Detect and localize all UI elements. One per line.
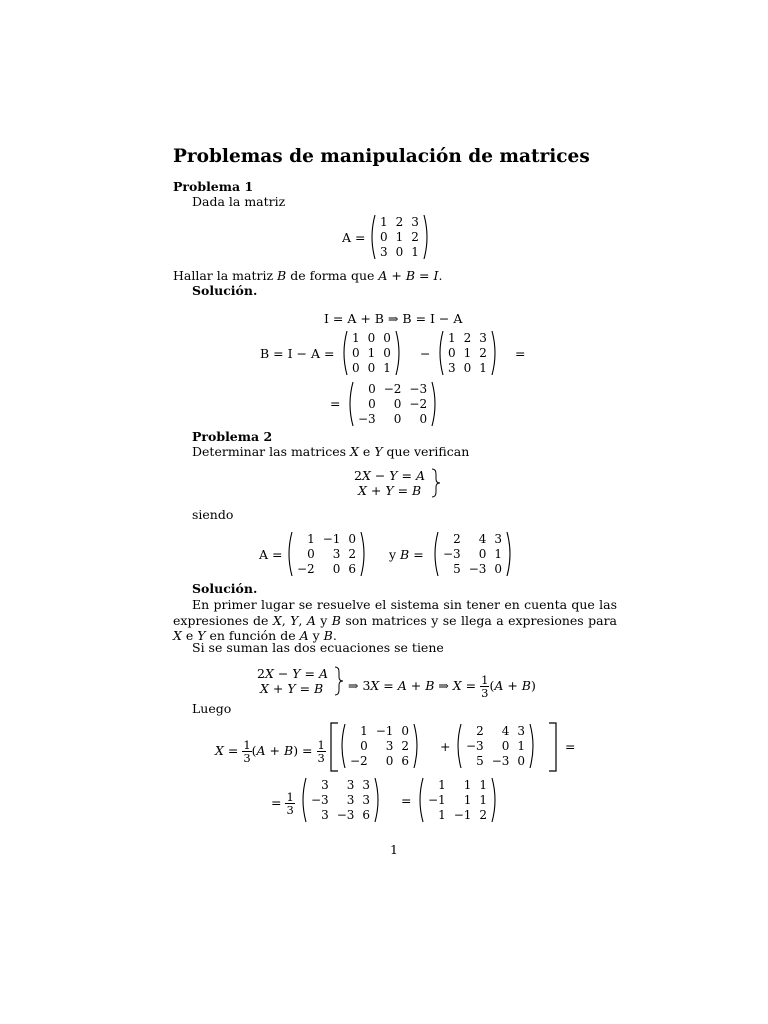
system2-eq-2: X + Y = B [260,681,324,696]
right-paren-icon [423,214,431,260]
matrix-cell: 1 [448,330,456,345]
matrix-cell: 0 [368,396,376,411]
right-bracket-icon [547,722,559,772]
matrix-cell: 0 [478,546,487,561]
matrix-cell: 0 [448,345,456,360]
matrix-cell: 3 [362,777,371,792]
matrix-row [376,245,423,260]
right-paren-icon [529,723,537,769]
page-title: Problemas de manipulación de matrices [173,146,590,167]
problem-1-solution-label: Solución. [192,283,258,298]
matrix-B3 [454,723,537,769]
fraction-one-third: $\frac{1}{3}$ [481,673,489,700]
problem-2-intro: Determinar las matrices X e Y que verifican [192,444,470,459]
matrix-cell: 0 [367,360,376,375]
matrix-cell: −2 [350,753,368,768]
matrix-row [439,547,506,562]
matrix-cell: 1 [463,792,472,807]
equation-b-label: B = I − A = [260,346,335,361]
right-paren-icon [431,381,439,427]
matrix-cell: 3 [494,531,503,546]
problem-2-heading: Problema 2 [192,429,273,444]
matrix-row [444,331,491,346]
matrix-cell: 3 [385,738,394,753]
matrix-cell: 3 [517,723,526,738]
system-brace-icon [430,468,442,498]
matrix-cell: 1 [411,244,419,259]
matrix-X [416,777,499,823]
matrix-cell: 0 [494,561,503,576]
matrix-cell: 2 [401,738,410,753]
matrix-cell: 6 [401,753,410,768]
matrix-cell: 2 [463,330,472,345]
matrix-I [340,330,403,376]
plus-sign: + [440,739,451,754]
matrix-entries [376,215,423,260]
matrix-cell: −2 [297,561,315,576]
matrix-A2-label: A = [259,547,283,562]
matrix-row [462,724,529,739]
matrix-cell: 4 [478,531,487,546]
left-paren-icon [338,723,346,769]
matrix-row [354,412,431,427]
matrix-row [293,532,360,547]
matrix-cell: 0 [383,345,391,360]
problem-2-paragraph-2: Si se suman las dos ecuaciones se tiene [192,640,444,655]
matrix-cell: 2 [411,229,419,244]
left-paren-icon [368,214,376,260]
matrix-cell: 1 [438,777,446,792]
matrix-row [354,382,431,397]
problem-1-heading: Problema 1 [173,179,254,194]
matrix-row [462,754,529,769]
equals-sign-3: = [401,793,412,808]
left-paren-icon [431,531,439,577]
matrix-cell: 2 [479,807,488,822]
matrix-cell: 1 [463,345,472,360]
matrix-cell: −3 [466,738,484,753]
matrix-row [439,562,506,577]
matrix-row [376,230,423,245]
matrix-cell: 0 [395,244,404,259]
matrix-cell: 0 [393,411,402,426]
page-number: 1 [390,842,398,857]
matrix-cell: 0 [352,345,360,360]
matrix-cell: −3 [491,753,510,768]
problem-2-solution-label: Solución. [192,581,258,596]
matrix-row [376,215,423,230]
matrix-A [368,214,431,260]
matrix-entries [307,778,374,823]
matrix-row [439,532,506,547]
problem-2-paragraph-1: En primer lugar se resuelve el sistema sin tener en cuenta que las expresiones de X, Y, A y B son matrices y se llega a expresiones para X e Y en función de A y B. [173,597,618,643]
matrix-cell: −3 [358,411,376,426]
matrix-cell: 0 [463,360,472,375]
system-eq-2: X + Y = B [358,483,422,498]
matrix-cell: 0 [368,381,376,396]
matrix-cell: 1 [438,807,446,822]
result-equals: = [330,396,341,411]
matrix-cell: −2 [383,381,402,396]
matrix-cell: −3 [443,546,461,561]
matrix-A-label: A = [342,230,366,245]
matrix-A3 [338,723,421,769]
right-paren-icon [506,531,514,577]
x-derivation-start: X = $\frac{1}{3}$ (A + B) = $\frac{1}{3}$ [215,738,325,765]
problem-1-intro: Dada la matriz [192,194,286,209]
matrix-cell: 1 [383,360,391,375]
left-paren-icon [285,531,293,577]
matrix-cell: 3 [346,792,355,807]
matrix-row [424,808,491,823]
matrix-cell: 1 [352,330,360,345]
matrix-row [307,793,374,808]
matrix-row [346,724,413,739]
matrix-cell: 0 [501,738,510,753]
matrix-cell: −1 [428,792,446,807]
matrix-cell: −1 [453,807,472,822]
left-paren-icon [454,723,462,769]
matrix-row [354,397,431,412]
matrix-cell: 3 [362,792,371,807]
left-paren-icon [346,381,354,427]
matrix-entries [346,724,413,769]
matrix-entries [424,778,491,823]
matrix-row [444,361,491,376]
matrix-cell: −3 [468,561,487,576]
matrix-A-repeat [436,330,499,376]
matrix-entries [462,724,529,769]
left-paren-icon [436,330,444,376]
matrix-cell: 5 [453,561,461,576]
matrix-row [424,793,491,808]
minus-sign: − [420,346,431,361]
matrix-cell: 1 [494,546,503,561]
matrix-cell: 3 [321,807,329,822]
matrix-cell: 0 [419,411,428,426]
matrix-row [307,778,374,793]
matrix-cell: 0 [352,360,360,375]
matrix-cell: 0 [380,229,388,244]
matrix-cell: 3 [380,244,388,259]
right-paren-icon [413,723,421,769]
matrix-cell: 1 [380,214,388,229]
luego-text: Luego [192,701,232,716]
matrix-cell: 0 [401,723,410,738]
matrix-B-result [346,381,439,427]
matrix-cell: 2 [479,345,487,360]
matrix-cell: 0 [393,396,402,411]
matrix-row [348,331,395,346]
matrix-entries [439,532,506,577]
matrix-cell: 0 [332,561,341,576]
system-eq-1: 2X − Y = A [354,468,425,483]
matrix-cell: 5 [476,753,484,768]
matrix-cell: 1 [479,792,488,807]
matrix-cell: −3 [336,807,355,822]
right-paren-icon [360,531,368,577]
matrix-cell: −1 [322,531,341,546]
matrix-row [293,562,360,577]
matrix-cell: 0 [360,738,368,753]
matrix-cell: −3 [311,792,329,807]
matrix-cell: 1 [479,777,488,792]
matrix-cell: 2 [395,214,404,229]
matrix-cell: 0 [367,330,376,345]
matrix-cell: 1 [367,345,376,360]
matrix-entries [444,331,491,376]
matrix-cell: 0 [383,330,391,345]
equals-sign: = [515,346,526,361]
system2-eq-1: 2X − Y = A [257,666,328,681]
matrix-entries [348,331,395,376]
matrix-row [346,754,413,769]
matrix-cell: 1 [463,777,472,792]
matrix-B2 [431,531,514,577]
matrix-cell: 4 [501,723,510,738]
matrix-cell: −2 [409,396,428,411]
system2-brace-icon [333,666,345,696]
right-paren-icon [374,777,382,823]
matrix-cell: 6 [362,807,371,822]
solution-x-expression: ⇒ 3X = A + B ⇒ X = $\frac{1}{3}$ (A + B) [348,673,536,700]
matrix-entries [354,382,431,427]
problem-1-statement: Hallar la matriz B de forma que A + B = I. [173,268,443,283]
matrix-cell: 1 [360,723,368,738]
matrix-row [346,739,413,754]
matrix-cell: 3 [411,214,419,229]
matrix-cell: 1 [395,229,404,244]
matrix-cell: 1 [479,360,487,375]
matrix-sum [299,777,382,823]
left-paren-icon [416,777,424,823]
equation-b-derivation: I = A + B ⇒ B = I − A [324,311,463,326]
matrix-row [348,346,395,361]
matrix-row [444,346,491,361]
matrix-cell: 3 [321,777,329,792]
matrix-A2 [285,531,368,577]
right-paren-icon [491,777,499,823]
left-paren-icon [299,777,307,823]
siendo-text: siendo [192,507,234,522]
matrix-cell: 3 [479,330,487,345]
matrix-row [424,778,491,793]
matrix-entries [293,532,360,577]
matrix-cell: 2 [453,531,461,546]
matrix-cell: 1 [517,738,526,753]
matrix-B2-label: y B = [389,547,424,562]
matrix-cell: −1 [375,723,394,738]
matrix-cell: 6 [348,561,357,576]
matrix-cell: 1 [307,531,315,546]
right-paren-icon [395,330,403,376]
matrix-cell: 0 [307,546,315,561]
matrix-cell: 0 [517,753,526,768]
equals-sign-2: = [565,739,576,754]
right-paren-icon [491,330,499,376]
left-paren-icon [340,330,348,376]
matrix-row [307,808,374,823]
matrix-cell: 3 [448,360,456,375]
matrix-cell: 2 [476,723,484,738]
matrix-cell: 2 [348,546,357,561]
matrix-cell: 3 [332,546,341,561]
matrix-cell: 0 [348,531,357,546]
matrix-cell: 3 [346,777,355,792]
matrix-row [348,361,395,376]
matrix-row [462,739,529,754]
x-final-start: = $\frac{1}{3}$ [271,790,294,817]
matrix-cell: −3 [409,381,428,396]
matrix-cell: 0 [385,753,394,768]
matrix-row [293,547,360,562]
